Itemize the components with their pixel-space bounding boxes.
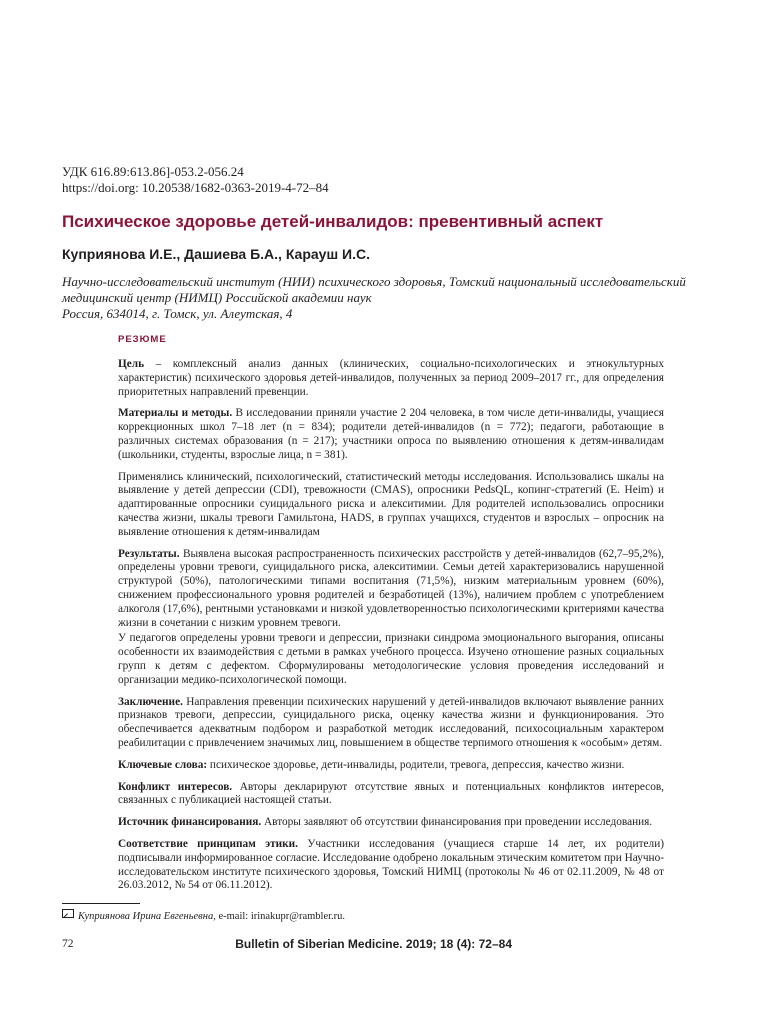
ethics-lead: Соответствие принципам этики.: [118, 837, 298, 850]
keywords-text: психическое здоровье, дети-инвалиды, родители, тревога, депрессия, качество жизни.: [207, 758, 625, 771]
ethics-statement: [118, 838, 664, 893]
corresponding-author-email[interactable]: , e-mail: irinakupr@rambler.ru.: [213, 911, 346, 922]
affiliation-line: Научно-исследовательский институт (НИИ) психического здоровья, Томский национальный исследовательский: [62, 274, 686, 289]
envelope-icon: [62, 909, 74, 918]
methods-text: В исследовании приняли участие 2 204 человека, в том числе дети-инвалиды, учащиеся коррекционных школ 7–18 лет (n = 834); родители детей-инвалидов (n = 772); педагоги, работающие в различных системах образования (n = 217); участники опроса по выявлению отношения к детям-инвалидам (школьники, студенты, взрослые лица, n = 381).: [118, 407, 664, 461]
conclusion-text: Направления превенции психических нарушений у детей-инвалидов включают выявление ранних признаков тревоги, депрессии, суицидального риска, оценку качества жизни и функционирования. Это обеспечивается адекватным подбором и разработкой методик исследований, психосоциальным характером реабилитации с привлечением значимых лиц, повышением в обществе терпимого отношения к «особым» детям.: [118, 695, 664, 749]
abstract-body: [118, 358, 664, 901]
conclusion-lead: Заключение.: [118, 695, 183, 708]
affiliation-line: медицинский центр (НИМЦ) Российской академии наук: [62, 290, 372, 305]
conflict-of-interest: [118, 781, 664, 809]
results-lead: Результаты.: [118, 547, 180, 560]
affiliation: [62, 274, 712, 322]
abstract-methods: [118, 407, 664, 462]
conflict-lead: Конфликт интересов.: [118, 780, 233, 793]
keywords-lead: Ключевые слова:: [118, 758, 208, 771]
affiliation-address: Россия, 634014, г. Томск, ул. Алеутская, 4: [62, 306, 293, 321]
funding-lead: Источник финансирования.: [118, 816, 262, 829]
abstract-heading: РЕЗЮМЕ: [118, 334, 167, 345]
doi-link[interactable]: https://doi.org: 10.20538/1682-0363-2019-4-72–84: [62, 180, 329, 195]
abstract-results: [118, 548, 664, 631]
page-number: 72: [62, 938, 74, 950]
aim-text: – комплексный анализ данных (клинических, социально-психологических и этнокультурных характеристик) психического здоровья детей-инвалидов, полученных за период 2009–2017 гг., для определения приоритетных направлений превенции.: [118, 358, 664, 398]
conflict-text: Авторы декларируют отсутствие явных и потенциальных конфликтов интересов, связанных с публикацией настоящей статьи.: [118, 780, 664, 807]
udc-code: УДК 616.89:613.86]-053.2-056.24: [62, 164, 244, 179]
footnote-divider: [62, 903, 140, 904]
abstract-methods-continued: Применялись клинический, психологический, статистический методы исследования. Использовались шкалы на выявление у детей депрессии (CDI), тревожности (CMAS), опросники PedsQL, копинг-стратегий (E. Heim) и адаптированные опросники суицидального риска и алекситимии. Для родителей использовались опросники качества жизни, шкалы тревоги Гамильтона, HADS, в группах учащихся, студентов и взрослых – опросник на выявление отношения к детям-инвалидам: [118, 470, 664, 538]
article-authors: Куприянова И.Е., Дашиева Б.А., Карауш И.С.: [62, 246, 370, 262]
methods-lead: Материалы и методы.: [118, 407, 233, 420]
funding-text: Авторы заявляют об отсутствии финансирования при проведении исследования.: [261, 816, 653, 829]
keywords: [118, 759, 664, 773]
ethics-text: Участники исследования (учащиеся старше 14 лет, их родители) подписывали информированное согласие. Исследование одобрено локальным этическим комитетом при Научно-исследовательском институте психического здоровья, Томский НИМЦ (протоколы № 46 от 02.11.2009, № 48 от 26.03.2012, № 54 от 06.11.2012).: [118, 837, 664, 892]
corresponding-author-footnote: [62, 909, 345, 924]
article-meta: [62, 164, 329, 196]
abstract-aim: [118, 358, 664, 399]
article-title: Психическое здоровье детей-инвалидов: превентивный аспект: [62, 212, 604, 231]
funding-source: [118, 816, 664, 830]
journal-citation: Bulletin of Siberian Medicine. 2019; 18 (4): 72–84: [235, 937, 512, 951]
abstract-results-continued: У педагогов определены уровни тревоги и депрессии, признаки синдрома эмоционального выгорания, описаны особенности их взаимодействия с детьми в рамках учебного процесса. Изучено отношение разных социальных групп к детям с дефектом. Сформулированы методологические условия проведения исследований и организации медико-психологической помощи.: [118, 632, 664, 686]
results-text: Выявлена высокая распространенность психических расстройств у детей-инвалидов (62,7–95,2%), определены уровни тревоги, суицидального риска, алекситимии. Семьи детей характеризовались нарушенной структурой (50%), патологическими типами воспитания (71,5%), низким материальным уровнем (60%), снижением профессионального уровня родителей и безработицей (13%), наличием проблем с употреблением алкоголя (17,6%), рентными установками и низкой удовлетворенностью психологическими критериями качества жизни в сочетании с низким уровнем тревоги.: [118, 547, 664, 629]
abstract-conclusion: [118, 696, 664, 751]
corresponding-author-name: Куприянова Ирина Евгеньевна: [78, 911, 214, 922]
aim-lead: Цель: [118, 358, 145, 370]
